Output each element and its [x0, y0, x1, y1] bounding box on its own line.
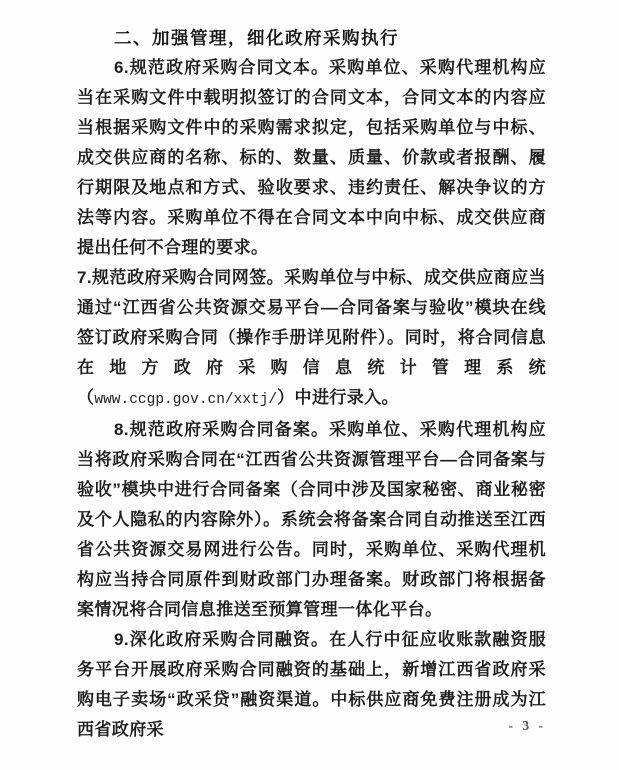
paragraph-6: 6.规范政府采购合同文本。采购单位、采购代理机构应当在采购文件中载明拟签订的合同文本，合同文本的内容应当根据采购文件中的采购需求拟定，包括采购单位与中标、成交供应商的名称、标的、数量、质量、价款或者报酬、履行期限及地点和方式、验收要求、违约责任、解决争议的方法等内容。采购单位不得在合同文本中向中标、成交供应商提出任何不合理的要求。: [77, 58, 546, 257]
document-body: [77, 23, 546, 745]
paragraph-8: 8.规范政府采购合同备案。采购单位、采购代理机构应当将政府采购合同在“江西省公共资源管理平台—合同备案与验收”模块中进行合同备案（合同中涉及国家秘密、商业秘密及个人隐私的内容除外）。系统会将备案合同自动推送至江西省公共资源交易网进行公告。同时，采购单位、采购代理机构应当持合同原件到财政部门办理备案。财政部门将根据备案情况将合同信息推送至预算管理一体化平台。: [77, 420, 546, 619]
paragraph-9: 9.深化政府采购合同融资。在人行中征应收账款融资服务平台开展政府采购合同融资的基础上，新增江西省政府采购电子卖场“政采贷”融资渠道。中标供应商免费注册成为江西省政府采: [77, 630, 546, 739]
paragraph-7-text-after: ）中进行录入。: [277, 388, 399, 407]
paragraph-7-url: www.ccgp.gov.cn/xxtj/: [94, 392, 278, 408]
section-heading: 二、加强管理，细化政府采购执行: [114, 28, 399, 48]
page-number: - 3 -: [508, 718, 546, 733]
paragraph-7: [77, 263, 546, 415]
paragraph-7-text-before: 7.规范政府采购合同网签。采购单位与中标、成交供应商应当通过“江西省公共资源交易平台—合同备案与验收”模块在线签订政府采购合同（操作手册详见附件）。同时，将合同信息在地方政府采购信息统计管理系统（: [77, 268, 546, 407]
